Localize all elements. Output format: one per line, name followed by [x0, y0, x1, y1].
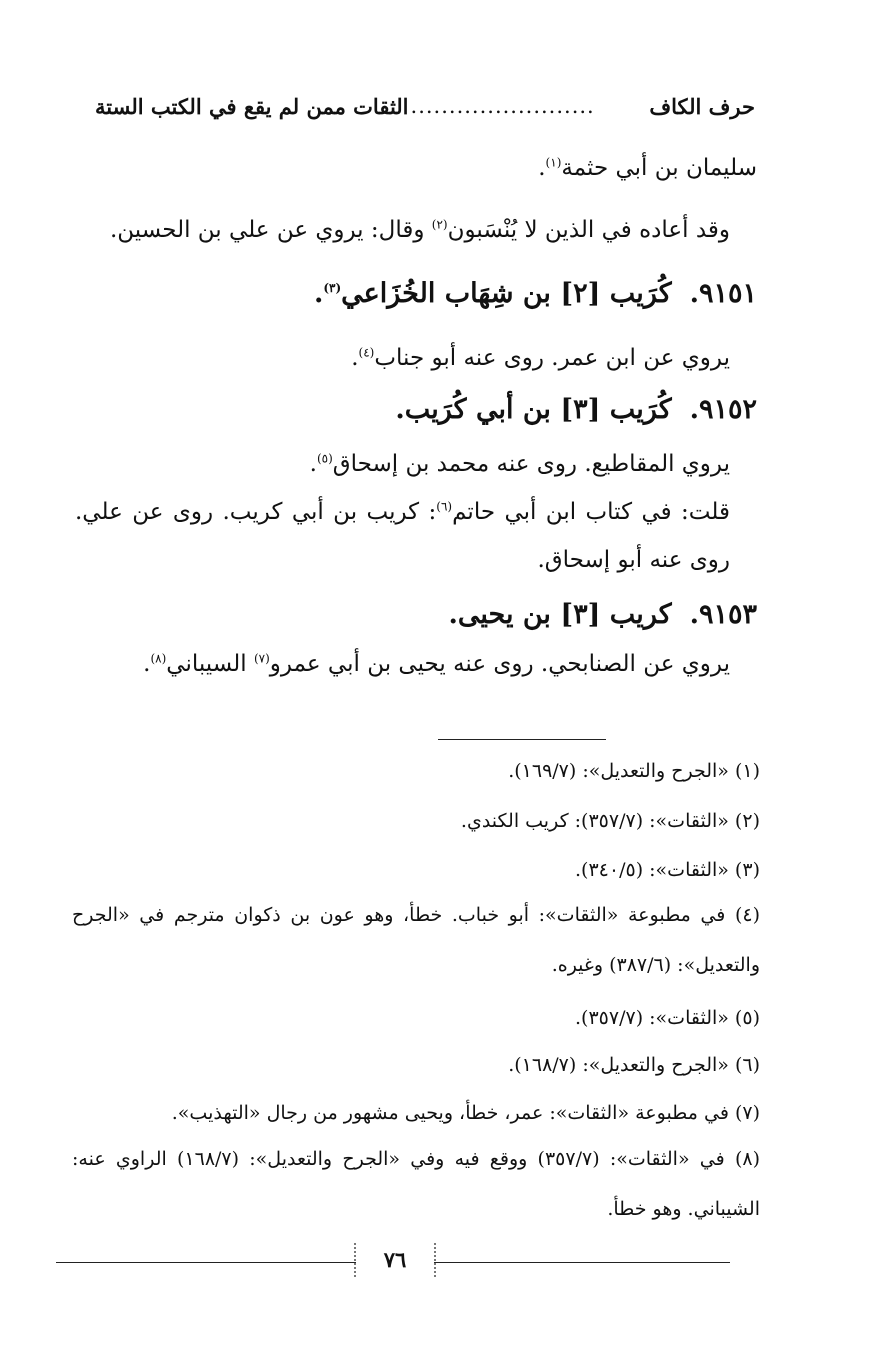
footnote-separator	[438, 739, 606, 740]
footnote-6: (٦) «الجرح والتعديل»: (١٦٨/٧).	[508, 1054, 760, 1076]
footnote-ref-8: (٨)	[150, 651, 167, 666]
repeat-note-text-a: وقد أعاده في الذين لا يُنْسَبون	[447, 217, 730, 243]
entry-desc-text-a: يروي عن الصنابحي. روى عنه يحيى بن أبي عمرو	[269, 651, 730, 677]
continuation-line	[538, 150, 757, 186]
header-book-title: الثقات ممن لم يقع في الكتب الستة	[95, 93, 409, 119]
period: .	[313, 278, 324, 309]
entry-desc-9153	[143, 646, 730, 682]
footnote-ref-7: (٧)	[253, 651, 270, 666]
entry-name: كريب [٣] بن يحيى.	[448, 599, 672, 630]
footnote-2: (٢) «الثقات»: (٣٥٧/٧): كريب الكندي.	[460, 810, 760, 832]
entry-desc-text: يروي عن ابن عمر. روى عنه أبو جناب	[374, 345, 730, 371]
footnote-4: (٤) في مطبوعة «الثقات»: أبو خباب. خطأ، وهو عون بن ذكوان مترجم في «الجرح والتعديل»: (٣٨٧/٦) وغيره.	[72, 904, 760, 976]
entry-heading-9153	[448, 595, 757, 635]
entry-name: كُرَيب [٣] بن أبي كُرَيب.	[395, 394, 672, 425]
entry-number: ٩١٥٢.	[689, 394, 757, 425]
entry-desc-text: يروي المقاطيع. روى عنه محمد بن إسحاق	[332, 451, 730, 477]
footnote-ref-6: (٦)	[436, 499, 453, 514]
running-header	[95, 88, 755, 124]
entry-number: ٩١٥١.	[689, 278, 757, 309]
footnote-7: (٧) في مطبوعة «الثقات»: عمر، خطأ، ويحيى مشهور من رجال «التهذيب».	[171, 1102, 760, 1124]
note-text-b: : كريب بن أبي كريب. روى عن علي. روى عنه أبو إسحاق.	[75, 499, 730, 573]
period: .	[309, 451, 317, 477]
footnote-5: (٥) «الثقات»: (٣٥٧/٧).	[575, 1007, 760, 1029]
footnote-1: (١) «الجرح والتعديل»: (١٦٩/٧).	[508, 760, 760, 782]
period: .	[351, 345, 359, 371]
footnote-3: (٣) «الثقات»: (٣٤٠/٥).	[575, 859, 760, 881]
continuation-text: سليمان بن أبي حثمة	[561, 155, 757, 181]
entry-desc-text-b: السيباني	[166, 651, 254, 677]
header-dots: ........................	[410, 94, 595, 118]
footnote-ref-2: (٢)	[431, 217, 448, 232]
footer-rule-right	[434, 1262, 730, 1263]
entry-desc-9152	[310, 446, 730, 482]
repeat-note-line	[110, 212, 730, 248]
entry-heading-9152	[395, 390, 757, 430]
period: .	[538, 155, 546, 181]
footnote-ref-3: (٣)	[323, 281, 342, 295]
footnote-8: (٨) في «الثقات»: (٣٥٧/٧) ووقع فيه وفي «الجرح والتعديل»: (١٦٨/٧) الراوي عنه: الشيباني. وهو خطأ.	[72, 1148, 760, 1220]
footnote-ref-4: (٤)	[358, 345, 375, 360]
footnote-ref-5: (٥)	[316, 451, 333, 466]
note-text-a: قلت: في كتاب ابن أبي حاتم	[452, 499, 730, 525]
entry-number: ٩١٥٣.	[689, 599, 757, 630]
header-chapter: حرف الكاف	[649, 93, 755, 119]
entry-name: كُرَيب [٢] بن شِهَاب الخُزَاعي	[341, 278, 672, 309]
footnote-ref-1: (١)	[545, 155, 562, 170]
footer-rule-left	[56, 1262, 356, 1263]
page-number: ٧٦	[354, 1243, 436, 1277]
entry-note-9152	[75, 488, 730, 584]
entry-heading-9151	[314, 274, 757, 314]
repeat-note-text-b: وقال: يروي عن علي بن الحسين.	[109, 217, 432, 243]
period: .	[143, 651, 151, 677]
entry-desc-9151	[351, 340, 730, 376]
